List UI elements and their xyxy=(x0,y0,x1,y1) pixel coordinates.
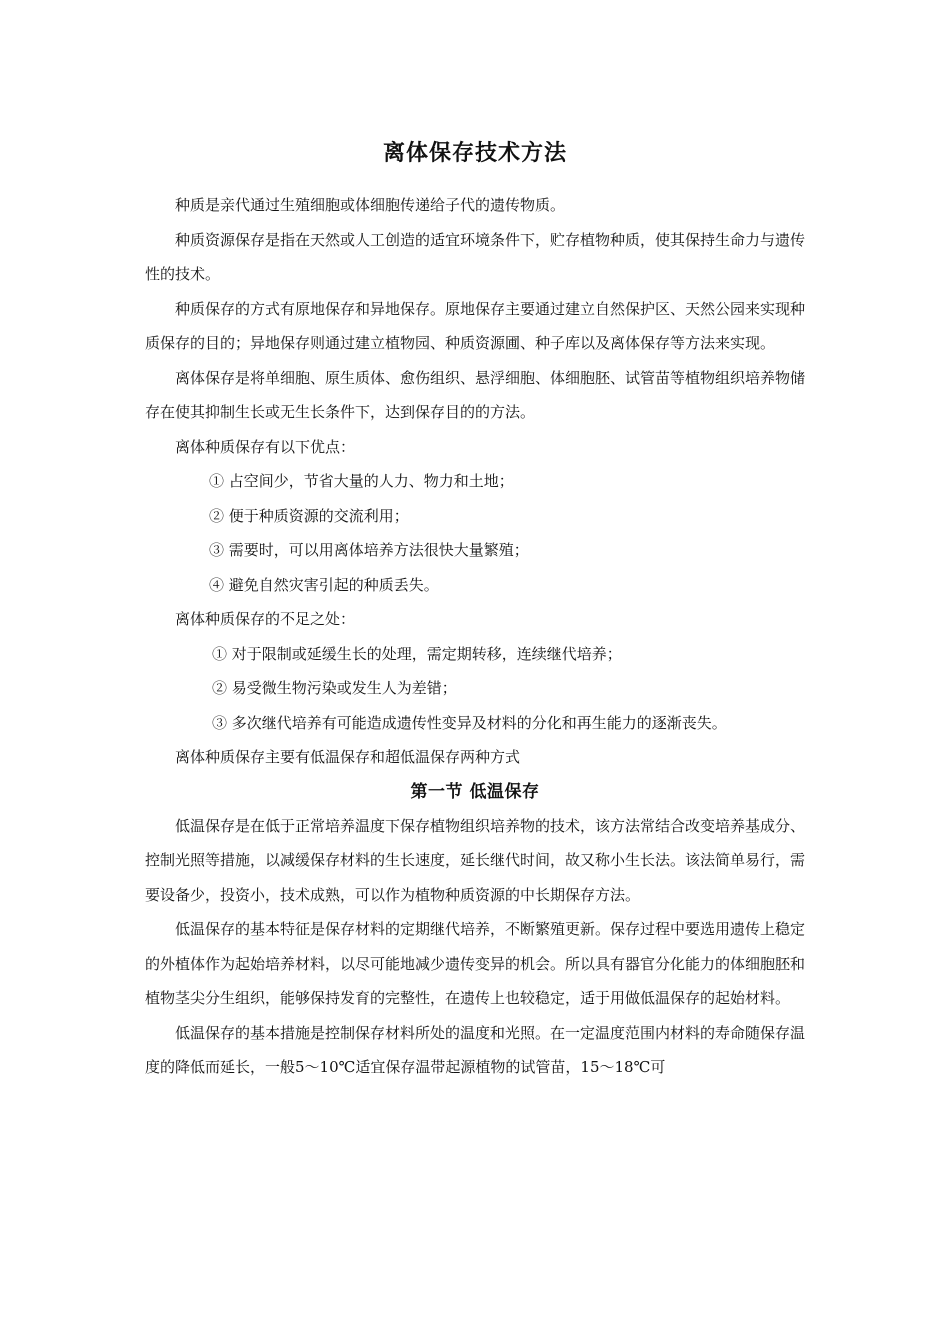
advantage-item: ② 便于种质资源的交流利用； xyxy=(209,506,409,525)
section-heading: 第一节 低温保存 xyxy=(410,781,540,802)
paragraph: 离体种质保存主要有低温保存和超低温保存两种方式 xyxy=(175,748,521,766)
advantage-item: ④ 避免自然灾害引起的种质丢失。 xyxy=(209,575,439,594)
disadvantage-item: ③ 多次继代培养有可能造成遗传性变异及材料的分化和再生能力的逐渐丧失。 xyxy=(212,713,727,732)
paragraph: 种质资源保存是指在天然或人工创造的适宜环境条件下，贮存植物种质，使其保持生命力与遗传性的技术。 xyxy=(145,230,806,283)
disadvantage-item: ② 易受微生物污染或发生人为差错； xyxy=(212,679,457,697)
advantage-item: ① 占空间少，节省大量的人力、物力和土地； xyxy=(209,472,514,490)
paragraph: 离体保存是将单细胞、原生质体、愈伤组织、悬浮细胞、体细胞胚、试管苗等植物组织培养物储存在使其抑制生长或无生长条件下，达到保存目的的方法。 xyxy=(145,368,806,421)
section-paragraph: 低温保存的基本措施是控制保存材料所处的温度和光照。在一定温度范围内材料的寿命随保存温度的降低而延长，一般5～10℃适宜保存温带起源植物的试管苗，15～18℃可 xyxy=(145,1023,806,1076)
section-paragraph: 低温保存的基本特征是保存材料的定期继代培养，不断繁殖更新。保存过程中要选用遗传上稳定的外植体作为起始培养材料，以尽可能地减少遗传变异的机会。所以具有器官分化能力的体细胞胚和植物茎尖分生组织，能够保持发育的完整性，在遗传上也较稳定，适于用做低温保存的起始材料。 xyxy=(145,920,806,1007)
document-title: 离体保存技术方法 xyxy=(382,141,567,166)
document-body xyxy=(145,188,805,1085)
disadvantage-item: ① 对于限制或延缓生长的处理，需定期转移，连续继代培养； xyxy=(212,644,622,663)
advantage-item: ③ 需要时，可以用离体培养方法很快大量繁殖； xyxy=(209,541,529,559)
paragraph: 种质是亲代通过生殖细胞或体细胞传递给子代的遗传物质。 xyxy=(175,196,566,214)
advantages-intro: 离体种质保存有以下优点： xyxy=(175,437,356,456)
paragraph: 种质保存的方式有原地保存和异地保存。原地保存主要通过建立自然保护区、天然公园来实现种质保存的目的；异地保存则通过建立植物园、种质资源圃、种子库以及离体保存等方法来实现。 xyxy=(145,299,806,352)
disadvantages-intro: 离体种质保存的不足之处： xyxy=(175,610,356,628)
section-paragraph: 低温保存是在低于正常培养温度下保存植物组织培养物的技术，该方法常结合改变培养基成分、控制光照等措施，以减缓保存材料的生长速度，延长继代时间，故又称小生长法。该法简单易行，需要设备少，投资小，技术成熟，可以作为植物种质资源的中长期保存方法。 xyxy=(145,816,806,904)
